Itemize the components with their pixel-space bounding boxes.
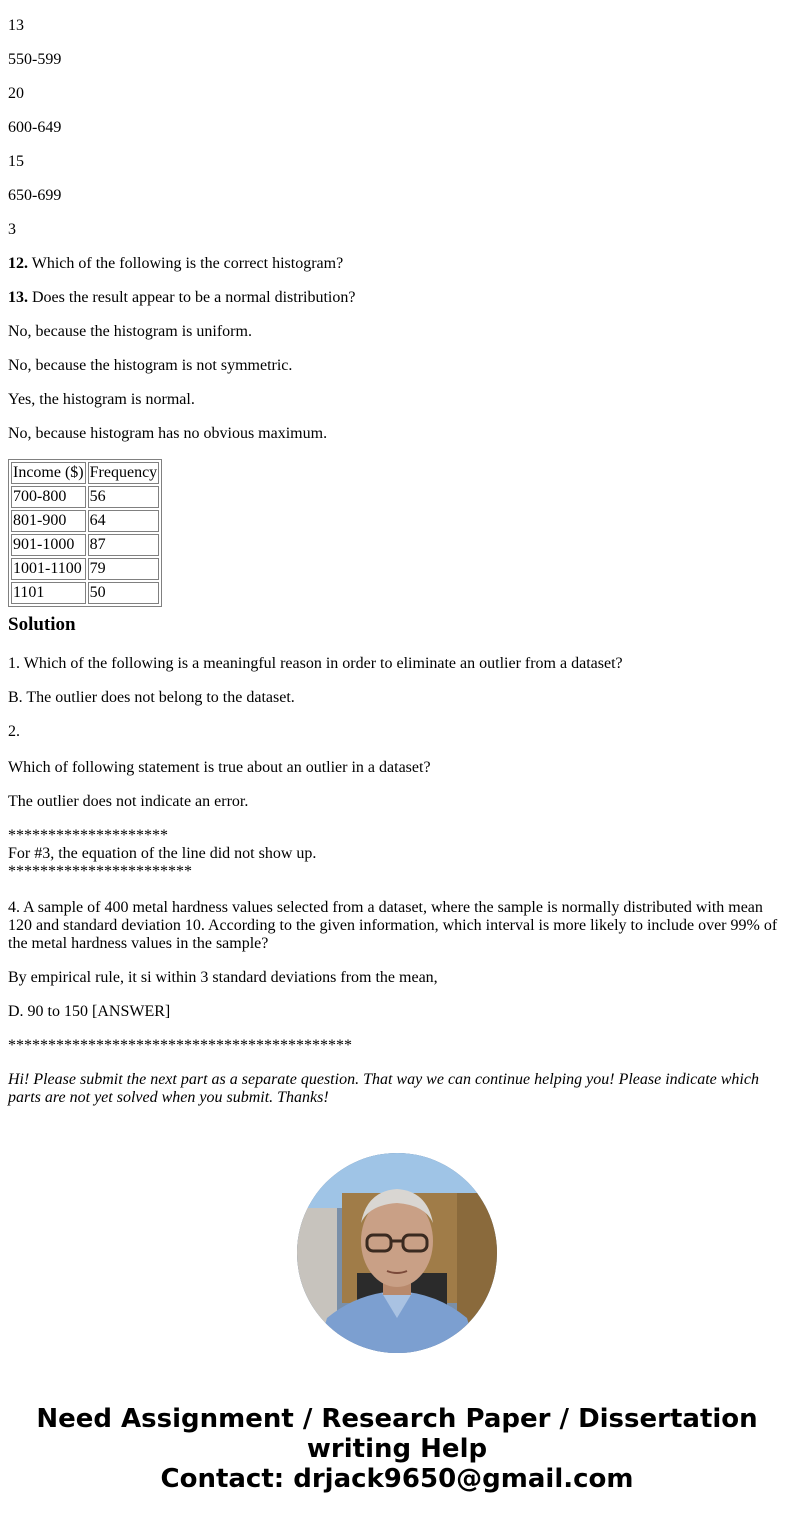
question-12 [8,255,343,273]
table-header-cell: Income ($) [11,462,86,484]
table-header-row [11,462,159,484]
solution-question-1: 1. Which of the following is a meaningful reason in order to eliminate an outlier from a dataset? [8,655,623,672]
table-cell: 79 [88,558,160,580]
note-question-3: For #3, the equation of the line did not show up. [8,845,317,862]
question-number: 13. [8,289,28,306]
frequency-value: 13 [8,17,24,34]
table-cell: 901-1000 [11,534,86,556]
solution-heading: Solution [8,614,76,635]
promo-line: Need Assignment / Research Paper / Dissertation [36,1404,758,1434]
answer-option: Yes, the histogram is normal. [8,391,195,408]
table-cell: 87 [88,534,160,556]
table-row [11,582,159,604]
table-row [11,510,159,532]
closing-note: Hi! Please submit the next part as a separate question. That way we can continue helping you! Please indicate which parts are not yet solved when you submit. Thanks! [8,1071,759,1106]
separator-stars: ******************************************* [8,1037,352,1054]
table-cell: 50 [88,582,160,604]
answer-option: No, because the histogram is uniform. [8,323,252,340]
table-cell: 801-900 [11,510,86,532]
question-text: Does the result appear to be a normal distribution? [28,289,356,306]
table-cell: 56 [88,486,160,508]
separator-stars: ******************** [8,827,168,844]
table-row [11,534,159,556]
frequency-value: 20 [8,85,24,102]
solution-question-2-number: 2. [8,723,20,740]
score-range: 550-599 [8,51,62,68]
table-header-cell: Frequency [88,462,160,484]
final-answer: D. 90 to 150 [ANSWER] [8,1003,171,1020]
empirical-rule-text: By empirical rule, it si within 3 standard deviations from the mean, [8,969,438,986]
solution-answer-2: The outlier does not indicate an error. [8,793,249,810]
question-text: Which of the following is the correct histogram? [28,255,344,272]
solution-question-4: 4. A sample of 400 metal hardness values selected from a dataset, where the sample is normally distributed with mean 120 and standard deviation 10. According to the given information, which interval is more likely to include over 99% of the metal hardness values in the sample? [8,899,778,952]
separator-stars: *********************** [8,863,192,880]
score-range: 650-699 [8,187,62,204]
promo-contact: Contact: drjack9650@gmail.com [160,1464,634,1494]
table-cell: 1001-1100 [11,558,86,580]
table-cell: 700-800 [11,486,86,508]
promo-line: writing Help [306,1434,488,1464]
question-number: 12. [8,255,28,272]
solution-answer-1: B. The outlier does not belong to the dataset. [8,689,295,706]
avatar [297,1153,497,1353]
frequency-value: 3 [8,221,16,238]
answer-option: No, because the histogram is not symmetric. [8,357,293,374]
income-frequency-table [8,459,162,607]
solution-question-2: Which of following statement is true about an outlier in a dataset? [8,759,431,776]
score-range: 600-649 [8,119,62,136]
table-row [11,558,159,580]
table-cell: 1101 [11,582,86,604]
tutor-photo [297,1153,497,1353]
frequency-value: 15 [8,153,24,170]
promo-banner [0,1404,794,1494]
answer-option: No, because histogram has no obvious maximum. [8,425,328,442]
table-row [11,486,159,508]
question-13 [8,289,355,307]
table-cell: 64 [88,510,160,532]
